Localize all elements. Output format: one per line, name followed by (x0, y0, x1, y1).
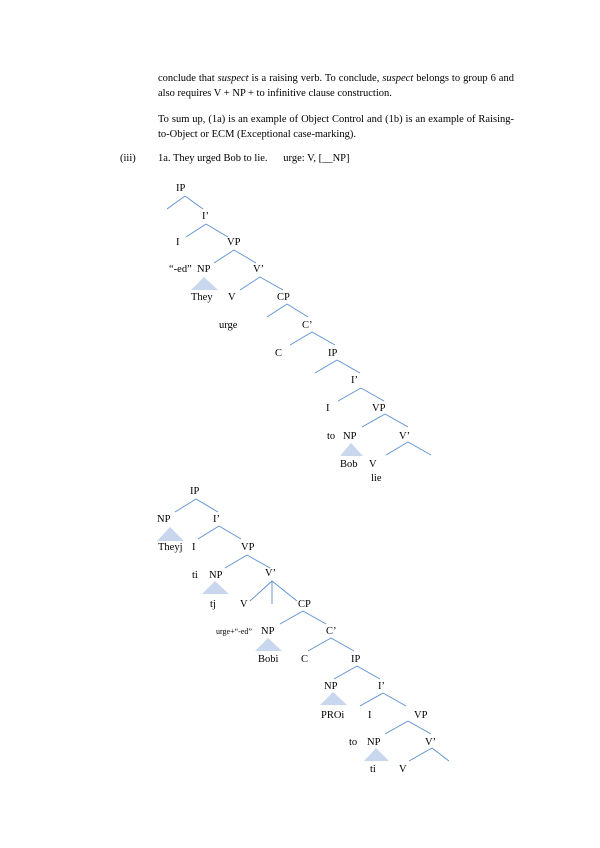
node2-i-bar: I’ (213, 514, 220, 525)
node-cp: CP (277, 292, 290, 303)
example-sentence: 1a. They urged Bob to lie. urge: V, [__NP] (158, 153, 350, 164)
node2-v-bar-2: V’ (425, 737, 437, 748)
node2-vp-2: VP (414, 710, 428, 721)
paragraph-summary: To sum up, (1a) is an example of Object Control and (1b) is an example of Raising-to-Object or ECM (Exceptional case-marking). (158, 114, 514, 140)
leaf2-pro-i: PROi (321, 710, 345, 721)
tree-2 (157, 486, 449, 775)
node-i-bar-2: I’ (351, 375, 358, 386)
node-np: NP (197, 264, 211, 275)
leaf-to: to (327, 431, 336, 442)
leaf2-to: to (349, 737, 358, 748)
triangle-bob-i (255, 638, 282, 651)
node-i-bar: I’ (202, 211, 209, 222)
triangle-bob (340, 443, 363, 456)
leaf2-they-j: Theyj (158, 542, 183, 553)
node2-v-bar: V’ (265, 568, 277, 579)
triangle-they-j (157, 527, 184, 541)
node-i-2: I (326, 403, 330, 414)
paragraph-conclusion: conclude that suspect is a raising verb. To conclude, suspect belongs to group 6 and also requires V + NP + to infinitive clause construction. (158, 73, 514, 99)
node2-np-2: NP (209, 570, 223, 581)
node-vp-2: VP (372, 403, 386, 414)
italic-term-suspect: suspect (217, 73, 249, 84)
node-c-bar: C’ (302, 320, 313, 331)
node2-np: NP (157, 514, 171, 525)
node2-vp: VP (241, 542, 255, 553)
node2-i: I (192, 542, 196, 553)
node2-i-2: I (368, 710, 372, 721)
node2-c-bar: C’ (326, 626, 337, 637)
triangle-t-j (202, 581, 229, 594)
italic-term-suspect-2: suspect (382, 73, 414, 84)
node-ed: “-ed” (169, 264, 192, 275)
leaf2-bob-i: Bobi (258, 654, 279, 665)
example-number: (iii) (120, 153, 136, 164)
node-vp: VP (227, 237, 241, 248)
triangle-they (191, 277, 218, 290)
leaf2-urge-ed: urge+“-ed” (216, 627, 252, 636)
node2-np-3: NP (261, 626, 275, 637)
node2-v-2: V (399, 764, 407, 775)
node-c: C (275, 348, 283, 359)
node2-ip-2: IP (351, 654, 361, 665)
leaf2-t-i: ti (192, 570, 198, 581)
node2-v: V (240, 599, 248, 610)
node-v-bar: V’ (253, 264, 265, 275)
node-ip-2: IP (328, 348, 338, 359)
leaf2-t-j: tj (210, 599, 216, 610)
node-v-2: V (369, 459, 377, 470)
leaf-they: They (191, 292, 213, 303)
node2-ip: IP (190, 486, 200, 497)
node-v-bar-2: V’ (399, 431, 411, 442)
leaf-bob: Bob (340, 459, 358, 470)
node2-np-4: NP (324, 681, 338, 692)
node2-i-bar-2: I’ (378, 681, 385, 692)
leaf-urge: urge (219, 320, 238, 331)
node-i: I (176, 237, 180, 248)
triangle-t-i (364, 748, 389, 761)
node2-np-5: NP (367, 737, 381, 748)
node-ip: IP (176, 183, 186, 194)
node2-cp: CP (298, 599, 311, 610)
node-v: V (228, 292, 236, 303)
node2-c: C (301, 654, 309, 665)
triangle-pro-i (320, 692, 347, 705)
leaf2-t-i-2: ti (370, 764, 376, 775)
node-np-2: NP (343, 431, 357, 442)
leaf-lie: lie (371, 473, 382, 484)
tree-1 (167, 183, 431, 484)
